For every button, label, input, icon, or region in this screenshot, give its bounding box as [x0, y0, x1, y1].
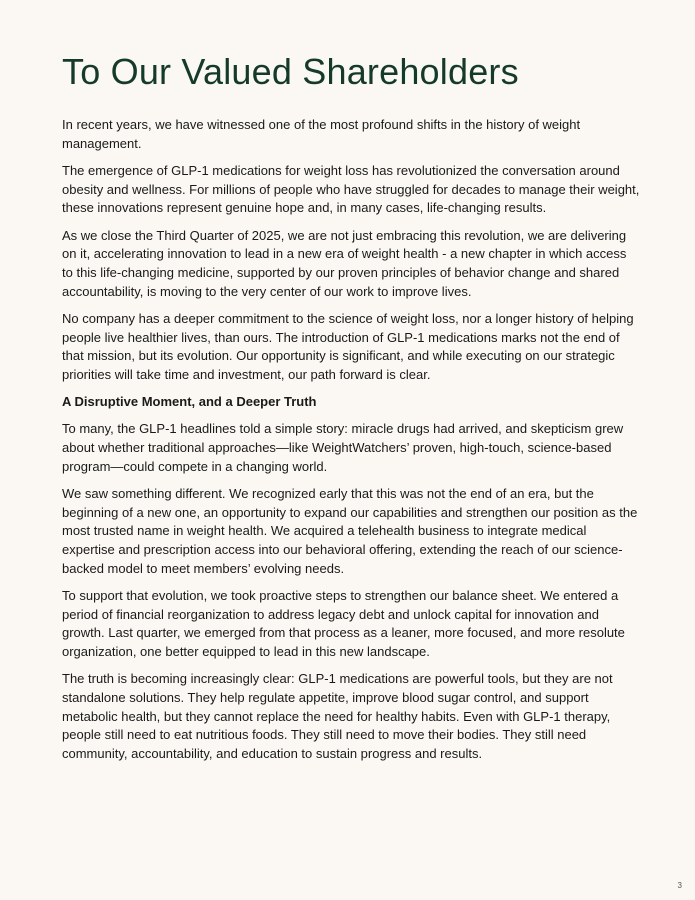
paragraph-headlines: To many, the GLP-1 headlines told a simple story: miracle drugs had arrived, and skepticism grew about whether traditional approaches—like WeightWatchers’ proven, high-touch, science-based program—could compete in a changing world. — [62, 421, 624, 474]
paragraph-intro: In recent years, we have witnessed one of the most profound shifts in the history of weight management. — [62, 117, 581, 151]
paragraph-glp1-emergence: The emergence of GLP-1 medications for weight loss has revolutionized the conversation around obesity and wellness. For millions of people who have struggled for decades to manage their weight, these innovations represent genuine hope and, in many cases, life-changing results. — [62, 162, 640, 216]
paragraph-truth: The truth is becoming increasingly clear: GLP-1 medications are powerful tools, but they are not standalone solutions. They help regulate appetite, improve blood sugar control, and support metabolic health, but they cannot replace the need for healthy habits. Even with GLP-1 therapy, people still need to eat nutritious foods. They still need to move their bodies. They still need community, accountability, and education to sustain progress and results. — [62, 671, 613, 762]
paragraph-third-quarter: As we close the Third Quarter of 2025, we are not just embracing this revolution, we are delivering on it, accelerating innovation to lead in a new era of weight health - a new chapter in which access to this life-changing medicine, supported by our proven principles of behavior change and shared accountability, is moving to the very center of our work to improve lives. — [62, 227, 627, 299]
paragraph-commitment: No company has a deeper commitment to the science of weight loss, nor a longer history of helping people live healthier lives, than ours. The introduction of GLP-1 medications marks not the end of that mission, but its evolution. Our opportunity is significant, and while executing on our strategic priorities will take time and investment, our path forward is clear. — [62, 310, 634, 382]
section-subheading: A Disruptive Moment, and a Deeper Truth — [62, 394, 317, 410]
page-title: To Our Valued Shareholders — [62, 51, 519, 92]
letter-body — [62, 50, 640, 772]
paragraph-saw-different: We saw something different. We recognized early that this was not the end of an era, but the beginning of a new one, an opportunity to expand our capabilities and strengthen our position as the most trusted name in weight health. We acquired a telehealth business to integrate medical expertise and prescription access into our behavioral offering, extending the reach of our science-backed model to meet members’ evolving needs. — [62, 485, 638, 576]
page-number: 3 — [677, 881, 682, 890]
paragraph-support-evolution: To support that evolution, we took proactive steps to strengthen our balance sheet. We entered a period of financial reorganization to address legacy debt and unlock capital for innovation and growth. Last quarter, we emerged from that process as a leaner, more focused, and more resolute organization, one better equipped to lead in this new landscape. — [62, 587, 625, 660]
